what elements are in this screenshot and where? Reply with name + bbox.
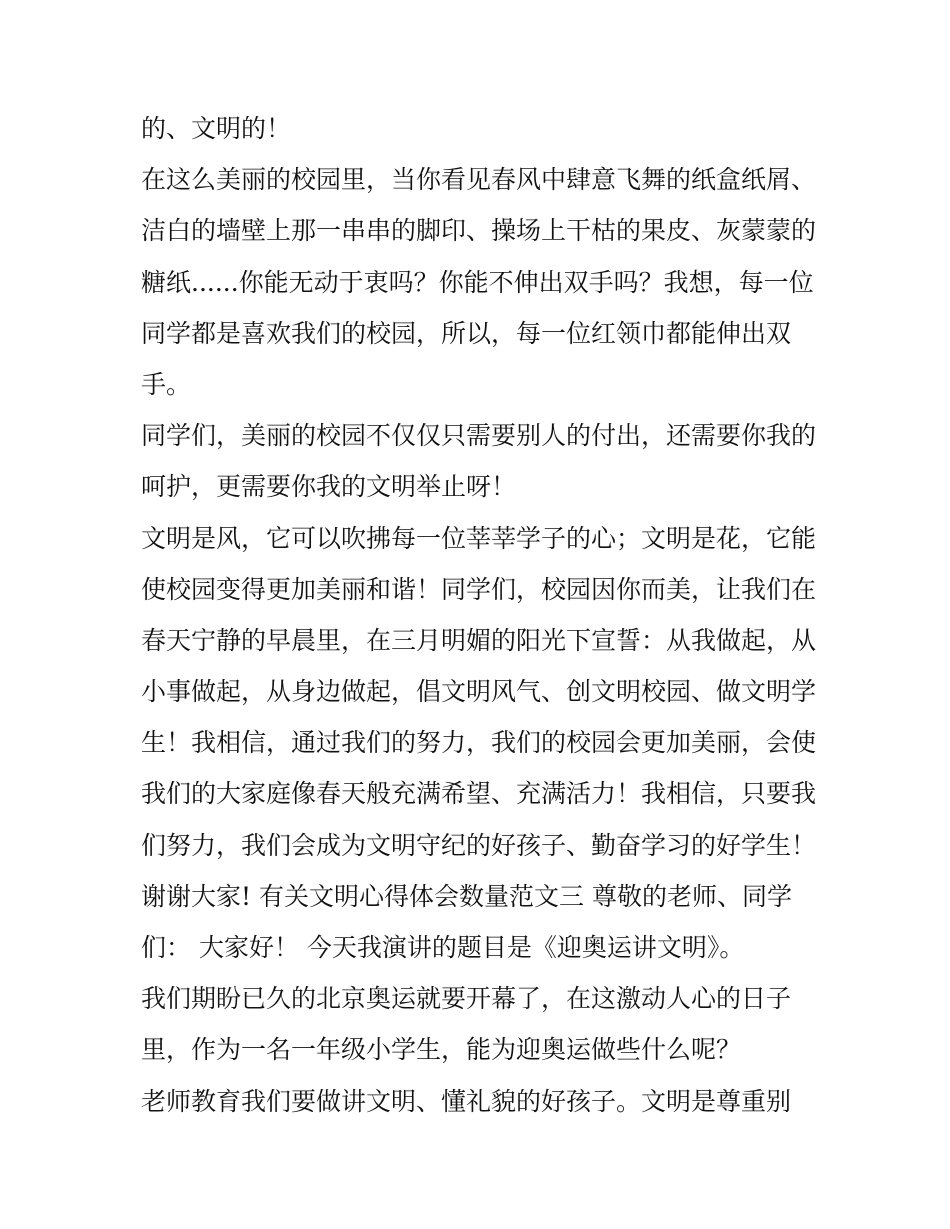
text-line: 洁白的墙壁上那一串串的脚印、操场上干枯的果皮、灰蒙蒙的 bbox=[141, 216, 817, 246]
text-line: 里，作为一名一年级小学生，能为迎奥运做些什么呢？ bbox=[141, 1035, 742, 1065]
text-line: 手。 bbox=[141, 369, 192, 399]
text-line: 小事做起，从身边做起，倡文明风气、创文明校园、做文明学 bbox=[141, 677, 817, 707]
text-line: 呵护，更需要你我的文明举止呀！ bbox=[141, 472, 517, 502]
text-line: 们： 大家好！ 今天我演讲的题目是《迎奥运讲文明》。 bbox=[141, 933, 745, 962]
text-line: 的、文明的！ bbox=[141, 114, 292, 143]
text-line: 使校园变得更加美丽和谐！同学们，校园因你而美，让我们在 bbox=[141, 574, 817, 604]
text-line: 春天宁静的早晨里，在三月明媚的阳光下宣誓：从我做起，从 bbox=[141, 625, 817, 655]
text-line: 生！我相信，通过我们的努力，我们的校园会更加美丽，会使 bbox=[141, 728, 817, 758]
text-line: 同学都是喜欢我们的校园，所以，每一位红领巾都能伸出双 bbox=[141, 318, 792, 348]
text-line: 谢谢大家! 有关文明心得体会数量范文三 尊敬的老师、同学 bbox=[141, 881, 792, 911]
text-line: 老师教育我们要做讲文明、懂礼貌的好孩子。文明是尊重别 bbox=[141, 1086, 792, 1116]
text-line: 同学们，美丽的校园不仅仅只需要别人的付出，还需要你我的 bbox=[141, 421, 817, 451]
document-body bbox=[141, 107, 821, 1131]
text-line: 们努力，我们会成为文明守纪的好孩子、勤奋学习的好学生！ bbox=[141, 830, 817, 860]
text-line: 我们期盼已久的北京奥运就要开幕了，在这激动人心的日子 bbox=[141, 984, 792, 1014]
text-line: 糖纸......你能无动于衷吗？你能不伸出双手吗？我想，每一位 bbox=[141, 267, 814, 297]
text-line: 文明是风，它可以吹拂每一位莘莘学子的心；文明是花，它能 bbox=[141, 523, 817, 553]
text-line: 我们的大家庭像春天般充满希望、充满活力！我相信，只要我 bbox=[141, 779, 817, 809]
text-line: 在这么美丽的校园里，当你看见春风中肆意飞舞的纸盒纸屑、 bbox=[141, 165, 817, 195]
